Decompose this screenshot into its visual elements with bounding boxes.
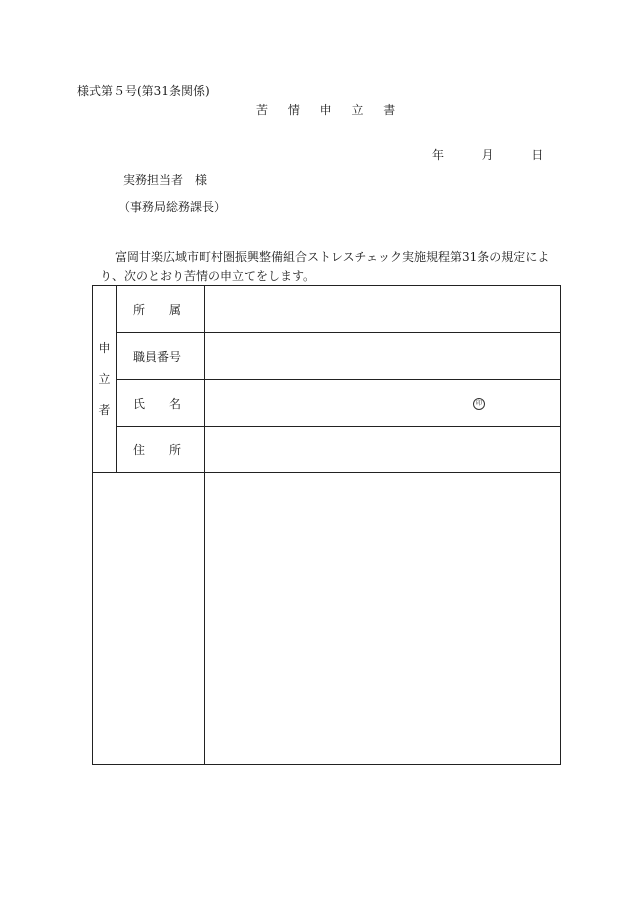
day-label: 日 <box>531 148 544 162</box>
form-number: 様式第５号(第31条関係) <box>77 84 210 98</box>
month-label: 月 <box>481 148 494 162</box>
employee-number-field[interactable] <box>205 333 561 380</box>
address-label: 住 所 <box>117 427 205 473</box>
year-label: 年 <box>432 148 445 162</box>
addressee-name: 実務担当者 様 <box>123 173 208 187</box>
applicant-char: 者 <box>98 402 111 417</box>
employee-number-label: 職員番号 <box>117 333 205 380</box>
complaint-content-field[interactable] <box>205 473 561 765</box>
affiliation-field[interactable] <box>205 286 561 333</box>
seal-icon: 印 <box>473 398 485 410</box>
complaint-form-table <box>92 285 561 765</box>
applicant-char: 申 <box>98 340 111 355</box>
applicant-group-label <box>93 286 117 473</box>
document-title: 苦 情 申 立 書 <box>256 103 404 117</box>
date-line <box>432 148 543 162</box>
applicant-char: 立 <box>98 371 111 386</box>
complaint-label-cell <box>93 473 205 765</box>
name-label: 氏 名 <box>117 380 205 427</box>
affiliation-label: 所 属 <box>117 286 205 333</box>
addressee-department: （事務局総務課長） <box>118 200 227 214</box>
body-text: 富岡甘楽広域市町村圏振興整備組合ストレスチェック実施規程第31条の規定により、次のとおり苦情の申立てをします。 <box>100 250 550 283</box>
name-field[interactable] <box>205 380 561 427</box>
address-field[interactable] <box>205 427 561 473</box>
